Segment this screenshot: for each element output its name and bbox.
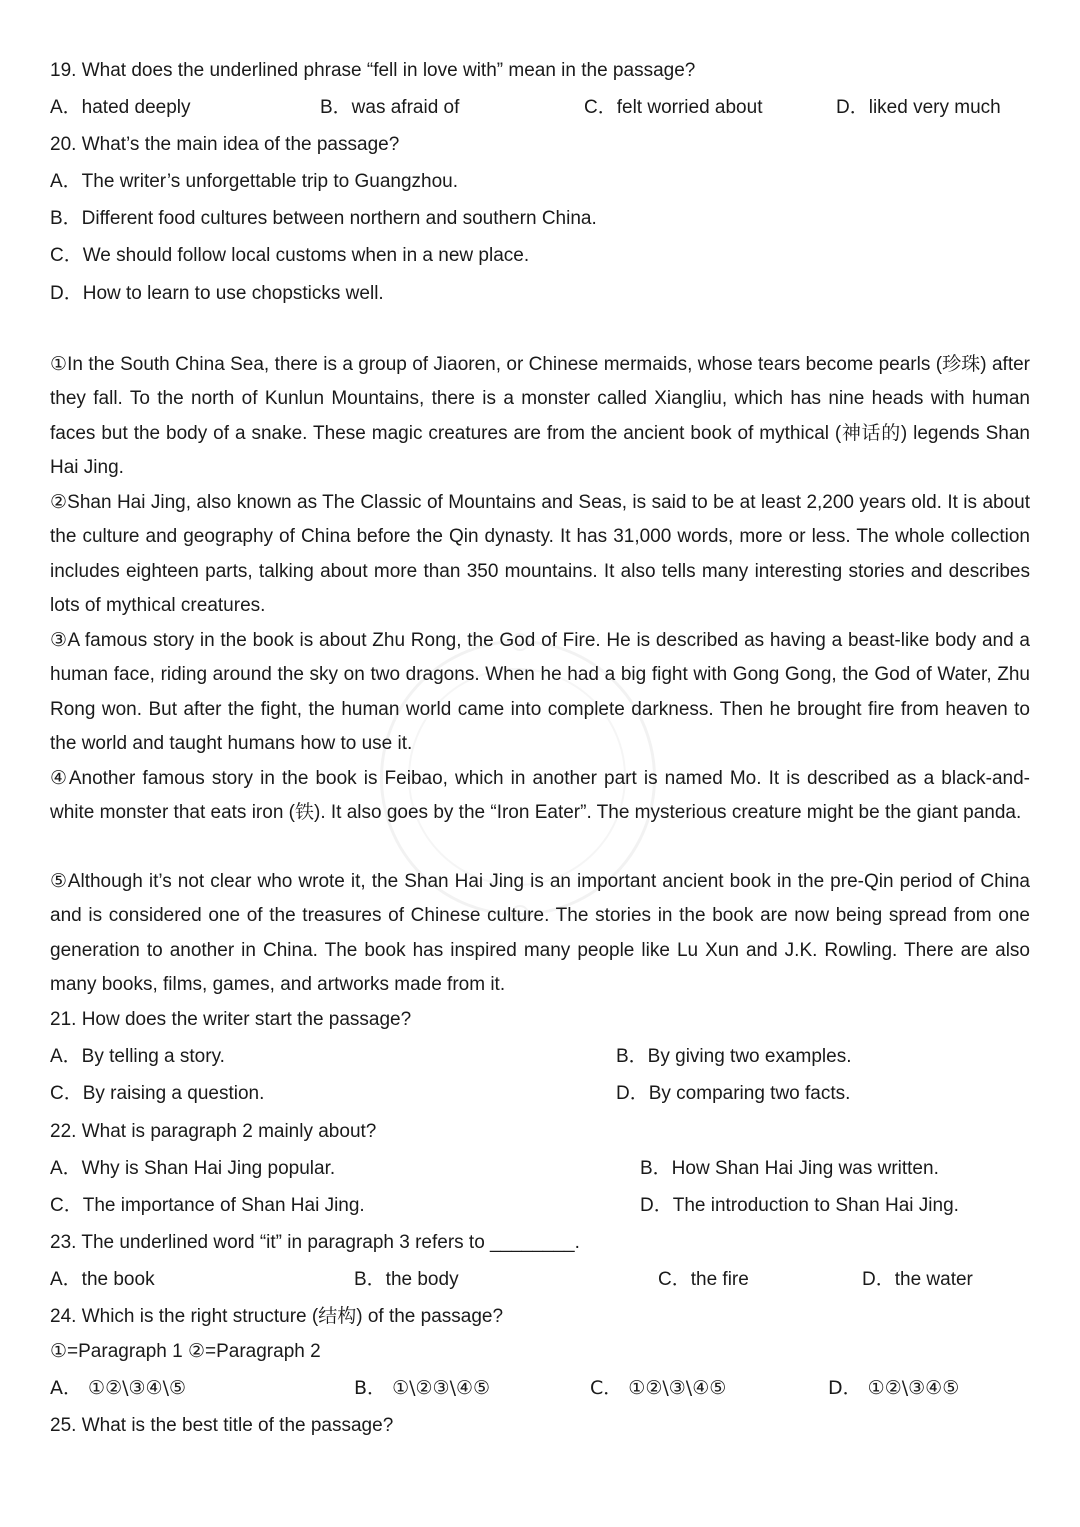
q23-option-a[interactable]: A．the book bbox=[50, 1269, 155, 1290]
q24-legend-note: ①=Paragraph 1 ②=Paragraph 2 bbox=[50, 1341, 321, 1362]
q20-option-b[interactable]: B．Different food cultures between northern and southern China. bbox=[50, 208, 597, 229]
q21-option-c[interactable]: C．By raising a question. bbox=[50, 1083, 265, 1104]
q19-option-c[interactable]: C．felt worried about bbox=[584, 97, 763, 118]
q21-option-d[interactable]: D．By comparing two facts. bbox=[616, 1083, 851, 1104]
passage-paragraph-4: ④Another famous story in the book is Feibao, which in another part is named Mo. It is described as a black-and-white monster that eats iron (铁). It also goes by the “Iron Eater”. The mysterious creature might be the giant panda. bbox=[50, 768, 1030, 824]
q20-option-c[interactable]: C．We should follow local customs when in a new place. bbox=[50, 245, 530, 266]
passage-paragraph-2: ②Shan Hai Jing, also known as The Classic of Mountains and Seas, is said to be at least 2,200 years old. It is about the culture and geography of China before the Qin dynasty. It has 31,000 words, more or less. The whole collection includes eighteen parts, talking about more than 350 mountains. It also tells many interesting stories and describes lots of mythical creatures. bbox=[50, 492, 1030, 617]
q23-option-b[interactable]: B．the body bbox=[354, 1269, 459, 1290]
passage-paragraph-5: ⑤Although it’s not clear who wrote it, the Shan Hai Jing is an important ancient book in the pre-Qin period of China and is considered one of the treasures of Chinese culture. The stories in the book are now being spread from one generation to another in China. The book has inspired many people like Lu Xun and J.K. Rowling. There are also many books, films, games, and artworks made from it. bbox=[50, 871, 1030, 996]
question-19: 19. What does the underlined phrase “fell in love with” mean in the passage? bbox=[50, 60, 696, 81]
passage-paragraph-3: ③A famous story in the book is about Zhu Rong, the God of Fire. He is described as having a beast-like body and a human face, riding around the sky on two dragons. When he had a big fight with Gong Gong, the God of Water, Zhu Rong won. But after the fight, the human world came into complete darkness. Then he brought fire from heaven to the world and taught humans how to use it. bbox=[50, 630, 1030, 755]
question-25: 25. What is the best title of the passage? bbox=[50, 1415, 394, 1436]
q23-option-d[interactable]: D．the water bbox=[862, 1269, 973, 1290]
q23-option-c[interactable]: C．the fire bbox=[658, 1269, 749, 1290]
question-21: 21. How does the writer start the passage? bbox=[50, 1009, 412, 1030]
q20-option-a[interactable]: A．The writer’s unforgettable trip to Guangzhou. bbox=[50, 171, 459, 192]
question-22: 22. What is paragraph 2 mainly about? bbox=[50, 1121, 377, 1142]
question-23: 23. The underlined word “it” in paragraph 3 refers to ________. bbox=[50, 1232, 580, 1253]
q19-option-d[interactable]: D．liked very much bbox=[836, 97, 1001, 118]
question-24: 24. Which is the right structure (结构) of the passage? bbox=[50, 1306, 504, 1327]
q20-option-d[interactable]: D．How to learn to use chopsticks well. bbox=[50, 283, 384, 304]
q24-option-d[interactable]: D． ①②\③④⑤ bbox=[828, 1377, 960, 1399]
passage-paragraph-1: ①In the South China Sea, there is a group of Jiaoren, or Chinese mermaids, whose tears become pearls (珍珠) after they fall. To the north of Kunlun Mountains, there is a monster called Xiangliu, which has nine heads with human faces but the body of a snake. These magic creatures are from the ancient book of mythical (神话的) legends Shan Hai Jing. bbox=[50, 354, 1030, 479]
q21-option-b[interactable]: B．By giving two examples. bbox=[616, 1046, 852, 1067]
q22-option-b[interactable]: B．How Shan Hai Jing was written. bbox=[640, 1158, 939, 1179]
q22-option-d[interactable]: D．The introduction to Shan Hai Jing. bbox=[640, 1195, 959, 1216]
q19-option-a[interactable]: A．hated deeply bbox=[50, 97, 191, 118]
q22-option-a[interactable]: A．Why is Shan Hai Jing popular. bbox=[50, 1158, 336, 1179]
q24-option-a[interactable]: A． ①②\③④\⑤ bbox=[50, 1377, 187, 1399]
q24-option-b[interactable]: B． ①\②③\④⑤ bbox=[354, 1377, 491, 1399]
q21-option-a[interactable]: A．By telling a story. bbox=[50, 1046, 225, 1067]
question-20: 20. What’s the main idea of the passage? bbox=[50, 134, 400, 155]
q24-option-c[interactable]: C． ①②\③\④⑤ bbox=[590, 1377, 727, 1399]
q19-option-b[interactable]: B．was afraid of bbox=[320, 97, 460, 118]
q22-option-c[interactable]: C．The importance of Shan Hai Jing. bbox=[50, 1195, 365, 1216]
